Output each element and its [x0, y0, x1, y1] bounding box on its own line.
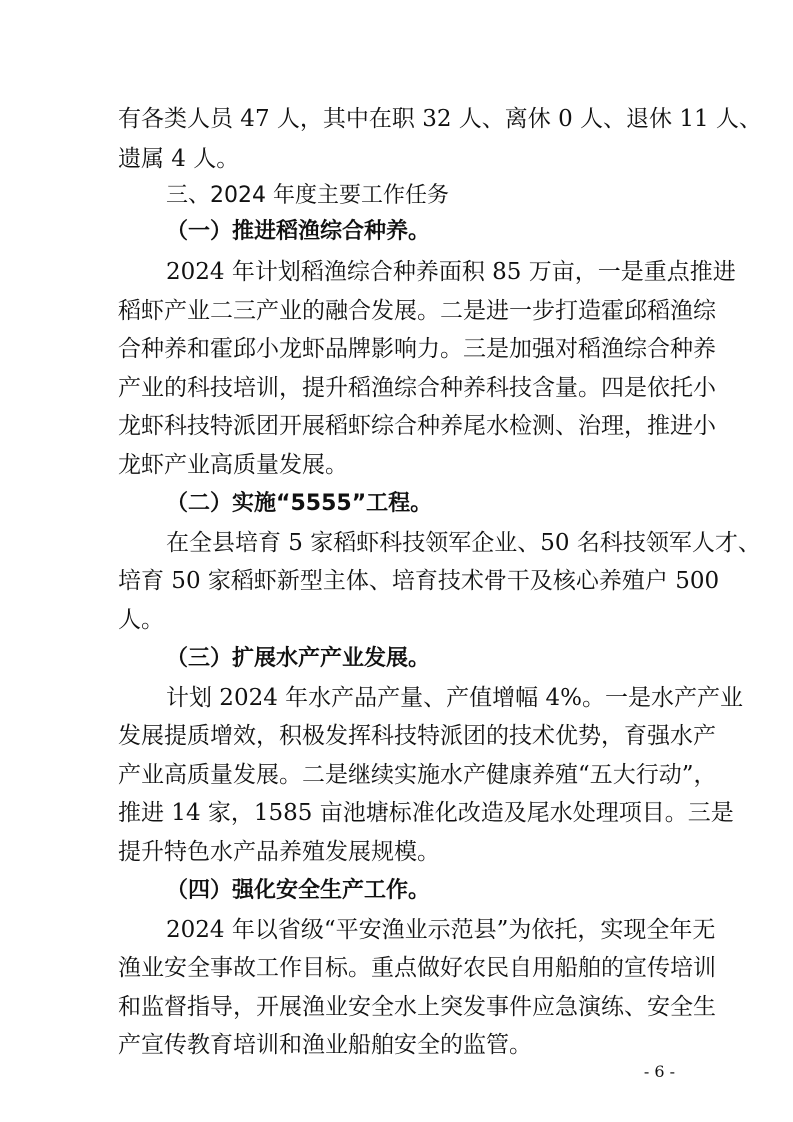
subsection-3-title: （三）扩展水产产业发展。 — [166, 646, 431, 671]
section-heading: 三、2024 年度主要工作任务 — [166, 183, 449, 208]
subsection-1-line-4: 产业的科技培训，提升稻渔综合种养科技含量。四是依托小 — [118, 375, 716, 401]
subsection-4-line-3: 和监督指导，开展渔业安全水上突发事件应急演练、安全生 — [118, 994, 716, 1020]
subsection-1-line-1: 2024 年计划稻渔综合种养面积 85 万亩，一是重点推进 — [166, 259, 736, 285]
subsection-4-line-1: 2024 年以省级“平安渔业示范县”为依托，实现全年无 — [166, 917, 716, 943]
subsection-4-line-4: 产宣传教育培训和渔业船舶安全的监管。 — [118, 1032, 532, 1058]
subsection-2-title: （二）实施“5555”工程。 — [166, 491, 433, 516]
subsection-4-line-2: 渔业安全事故工作目标。重点做好农民自用船舶的宣传培训 — [118, 955, 716, 981]
subsection-1-line-6: 龙虾产业高质量发展。 — [118, 452, 348, 478]
subsection-2-line-3: 人。 — [118, 607, 164, 633]
subsection-3-line-3: 产业高质量发展。二是继续实施水产健康养殖“五大行动”， — [118, 762, 717, 788]
subsection-3-line-5: 提升特色水产品养殖发展规模。 — [118, 839, 440, 865]
intro-line-1: 有各类人员 47 人，其中在职 32 人、离休 0 人、退休 11 人、 — [118, 106, 762, 132]
subsection-1-line-2: 稻虾产业二三产业的融合发展。二是进一步打造霍邱稻渔综 — [118, 298, 716, 324]
subsection-1-title: （一）推进稻渔综合种养。 — [166, 219, 431, 244]
intro-line-2: 遗属 4 人。 — [118, 146, 240, 172]
subsection-1-line-3: 合种养和霍邱小龙虾品牌影响力。三是加强对稻渔综合种养 — [118, 336, 716, 362]
subsection-2-line-1: 在全县培育 5 家稻虾科技领军企业、50 名科技领军人才、 — [166, 530, 761, 556]
subsection-3-line-2: 发展提质增效，积极发挥科技特派团的技术优势，育强水产 — [118, 723, 716, 749]
subsection-2-line-2: 培育 50 家稻虾新型主体、培育技术骨干及核心养殖户 500 — [118, 568, 720, 594]
subsection-4-title: （四）强化安全生产工作。 — [166, 878, 431, 903]
subsection-3-line-4: 推进 14 家，1585 亩池塘标准化改造及尾水处理项目。三是 — [118, 800, 734, 826]
subsection-1-line-5: 龙虾科技特派团开展稻虾综合种养尾水检测、治理，推进小 — [118, 413, 716, 439]
subsection-3-line-1: 计划 2024 年水产品产量、产值增幅 4%。一是水产产业 — [166, 685, 743, 711]
page-number: - 6 - — [643, 1062, 675, 1081]
